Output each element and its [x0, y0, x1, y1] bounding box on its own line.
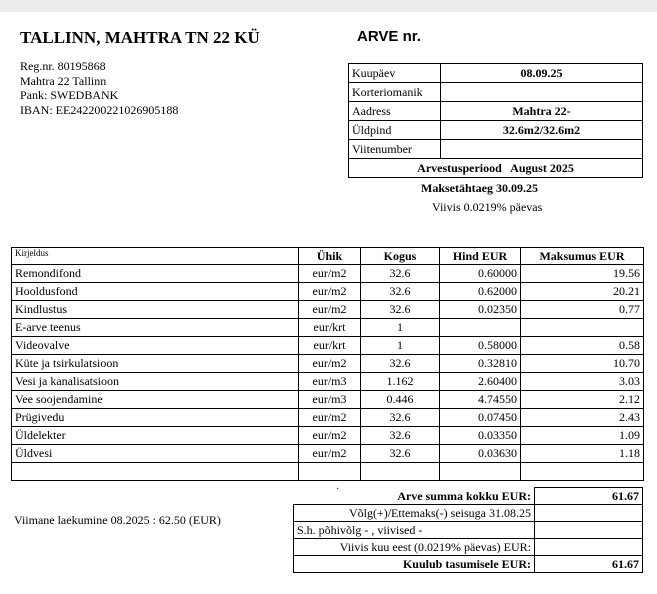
summary-interest — [294, 539, 643, 556]
meta-value: 32.6m2/32.6m2 — [441, 121, 643, 140]
summary-total — [294, 488, 643, 505]
invoice-title: ARVE nr. — [357, 28, 421, 45]
payable-label: Kuulub tasumisele EUR: — [294, 556, 535, 573]
total-label: Arve summa kokku EUR: — [294, 488, 535, 505]
meta-row-period — [349, 159, 643, 178]
dot-mark: · — [336, 484, 340, 495]
row-price: 0.07450 — [440, 409, 521, 427]
table-row — [12, 391, 644, 409]
row-description: Remondifond — [12, 265, 299, 283]
row-quantity: 32.6 — [361, 301, 440, 319]
row-price: 0.60000 — [440, 265, 521, 283]
header-description: Kirjeldus — [12, 248, 299, 265]
row-amount — [521, 319, 644, 337]
table-row — [12, 337, 644, 355]
row-description: Vee soojendamine — [12, 391, 299, 409]
meta-value: Mahtra 22- — [441, 102, 643, 121]
row-amount — [521, 463, 644, 481]
row-quantity: 32.6 — [361, 355, 440, 373]
row-unit: eur/m2 — [299, 355, 361, 373]
row-unit: eur/m2 — [299, 445, 361, 463]
row-quantity: 1.162 — [361, 373, 440, 391]
row-description: Üldelekter — [12, 427, 299, 445]
meta-label: Viitenumber — [349, 140, 441, 159]
row-amount: 0.77 — [521, 301, 644, 319]
invoice-meta-table — [348, 63, 643, 178]
row-price: 2.60400 — [440, 373, 521, 391]
row-description: Vesi ja kanalisatsioon — [12, 373, 299, 391]
row-amount: 1.09 — [521, 427, 644, 445]
meta-label: Korteriomanik — [349, 83, 441, 102]
meta-row-address — [349, 102, 643, 121]
row-amount: 10.70 — [521, 355, 644, 373]
row-unit — [299, 463, 361, 481]
total-value: 61.67 — [535, 488, 643, 505]
table-row — [12, 373, 644, 391]
row-quantity: 1 — [361, 319, 440, 337]
debt-label: Võlg(+)/Ettemaks(-) seisuga 31.08.25 — [294, 505, 535, 522]
row-description: Kindlustus — [12, 301, 299, 319]
row-amount: 3.03 — [521, 373, 644, 391]
row-amount: 2.43 — [521, 409, 644, 427]
row-unit: eur/m3 — [299, 373, 361, 391]
last-payment: Viimane laekumine 08.2025 : 62.50 (EUR) — [14, 513, 221, 527]
row-amount: 20.21 — [521, 283, 644, 301]
interest-label: Viivis kuu eest (0.0219% päevas) EUR: — [294, 539, 535, 556]
row-description: Küte ja tsirkulatsioon — [12, 355, 299, 373]
meta-row-owner — [349, 83, 643, 102]
meta-row-area — [349, 121, 643, 140]
row-amount: 0.58 — [521, 337, 644, 355]
header-quantity: Kogus — [361, 248, 440, 265]
row-description: Hooldusfond — [12, 283, 299, 301]
row-price: 0.03350 — [440, 427, 521, 445]
row-description — [12, 463, 299, 481]
row-quantity: 32.6 — [361, 409, 440, 427]
iban: IBAN: EE242200221026905188 — [20, 102, 179, 117]
interest-rate: Viivis 0.0219% päevas — [432, 200, 543, 214]
table-row-empty — [12, 463, 644, 481]
table-row — [12, 283, 644, 301]
table-row — [12, 319, 644, 337]
meta-label: Üldpind — [349, 121, 441, 140]
row-price: 0.32810 — [440, 355, 521, 373]
billing-period: Arvestusperiood August 2025 — [349, 159, 643, 178]
row-price: 0.03630 — [440, 445, 521, 463]
row-unit: eur/m2 — [299, 265, 361, 283]
row-amount: 1.18 — [521, 445, 644, 463]
due-date: Maksetähtaeg 30.09.25 — [421, 181, 538, 195]
row-quantity: 32.6 — [361, 427, 440, 445]
table-row — [12, 445, 644, 463]
row-unit: eur/m3 — [299, 391, 361, 409]
company-info — [20, 59, 178, 117]
meta-row-reference — [349, 140, 643, 159]
row-quantity — [361, 463, 440, 481]
meta-value — [441, 83, 643, 102]
row-quantity: 32.6 — [361, 445, 440, 463]
table-row — [12, 409, 644, 427]
row-price — [440, 463, 521, 481]
company-name: TALLINN, MAHTRA TN 22 KÜ — [20, 28, 260, 47]
meta-value: 08.09.25 — [441, 64, 643, 83]
row-price: 0.02350 — [440, 301, 521, 319]
meta-label: Kuupäev — [349, 64, 441, 83]
header-amount: Maksumus EUR — [521, 248, 644, 265]
meta-value — [441, 140, 643, 159]
row-quantity: 1 — [361, 337, 440, 355]
meta-label: Aadress — [349, 102, 441, 121]
row-price — [440, 319, 521, 337]
company-address: Mahtra 22 Tallinn — [20, 73, 107, 88]
row-price: 0.62000 — [440, 283, 521, 301]
payable-value: 61.67 — [535, 556, 643, 573]
summary-debt — [294, 505, 643, 522]
row-amount: 2.12 — [521, 391, 644, 409]
principal-label: S.h. põhivõlg - , viivised - — [294, 522, 535, 539]
meta-row-date — [349, 64, 643, 83]
table-row — [12, 355, 644, 373]
row-description: E-arve teenus — [12, 319, 299, 337]
summary-table — [293, 487, 643, 573]
debt-value — [535, 505, 643, 522]
top-strip — [0, 0, 657, 12]
row-unit: eur/m2 — [299, 283, 361, 301]
principal-value — [535, 522, 643, 539]
row-unit: eur/krt — [299, 319, 361, 337]
row-quantity: 32.6 — [361, 283, 440, 301]
interest-value — [535, 539, 643, 556]
row-amount: 19.56 — [521, 265, 644, 283]
table-row — [12, 265, 644, 283]
header-unit: Ühik — [299, 248, 361, 265]
row-unit: eur/m2 — [299, 427, 361, 445]
row-quantity: 32.6 — [361, 265, 440, 283]
table-row — [12, 301, 644, 319]
summary-principal — [294, 522, 643, 539]
row-description: Üldvesi — [12, 445, 299, 463]
row-quantity: 0.446 — [361, 391, 440, 409]
bank-name: Pank: SWEDBANK — [20, 88, 119, 102]
row-unit: eur/m2 — [299, 409, 361, 427]
row-description: Prügivedu — [12, 409, 299, 427]
header-price: Hind EUR — [440, 248, 521, 265]
row-description: Videovalve — [12, 337, 299, 355]
row-price: 4.74550 — [440, 391, 521, 409]
row-unit: eur/krt — [299, 337, 361, 355]
reg-number: Reg.nr. 80195868 — [20, 59, 106, 73]
items-table — [11, 247, 644, 481]
row-unit: eur/m2 — [299, 301, 361, 319]
table-row — [12, 427, 644, 445]
row-price: 0.58000 — [440, 337, 521, 355]
table-header — [12, 248, 644, 265]
summary-payable — [294, 556, 643, 573]
